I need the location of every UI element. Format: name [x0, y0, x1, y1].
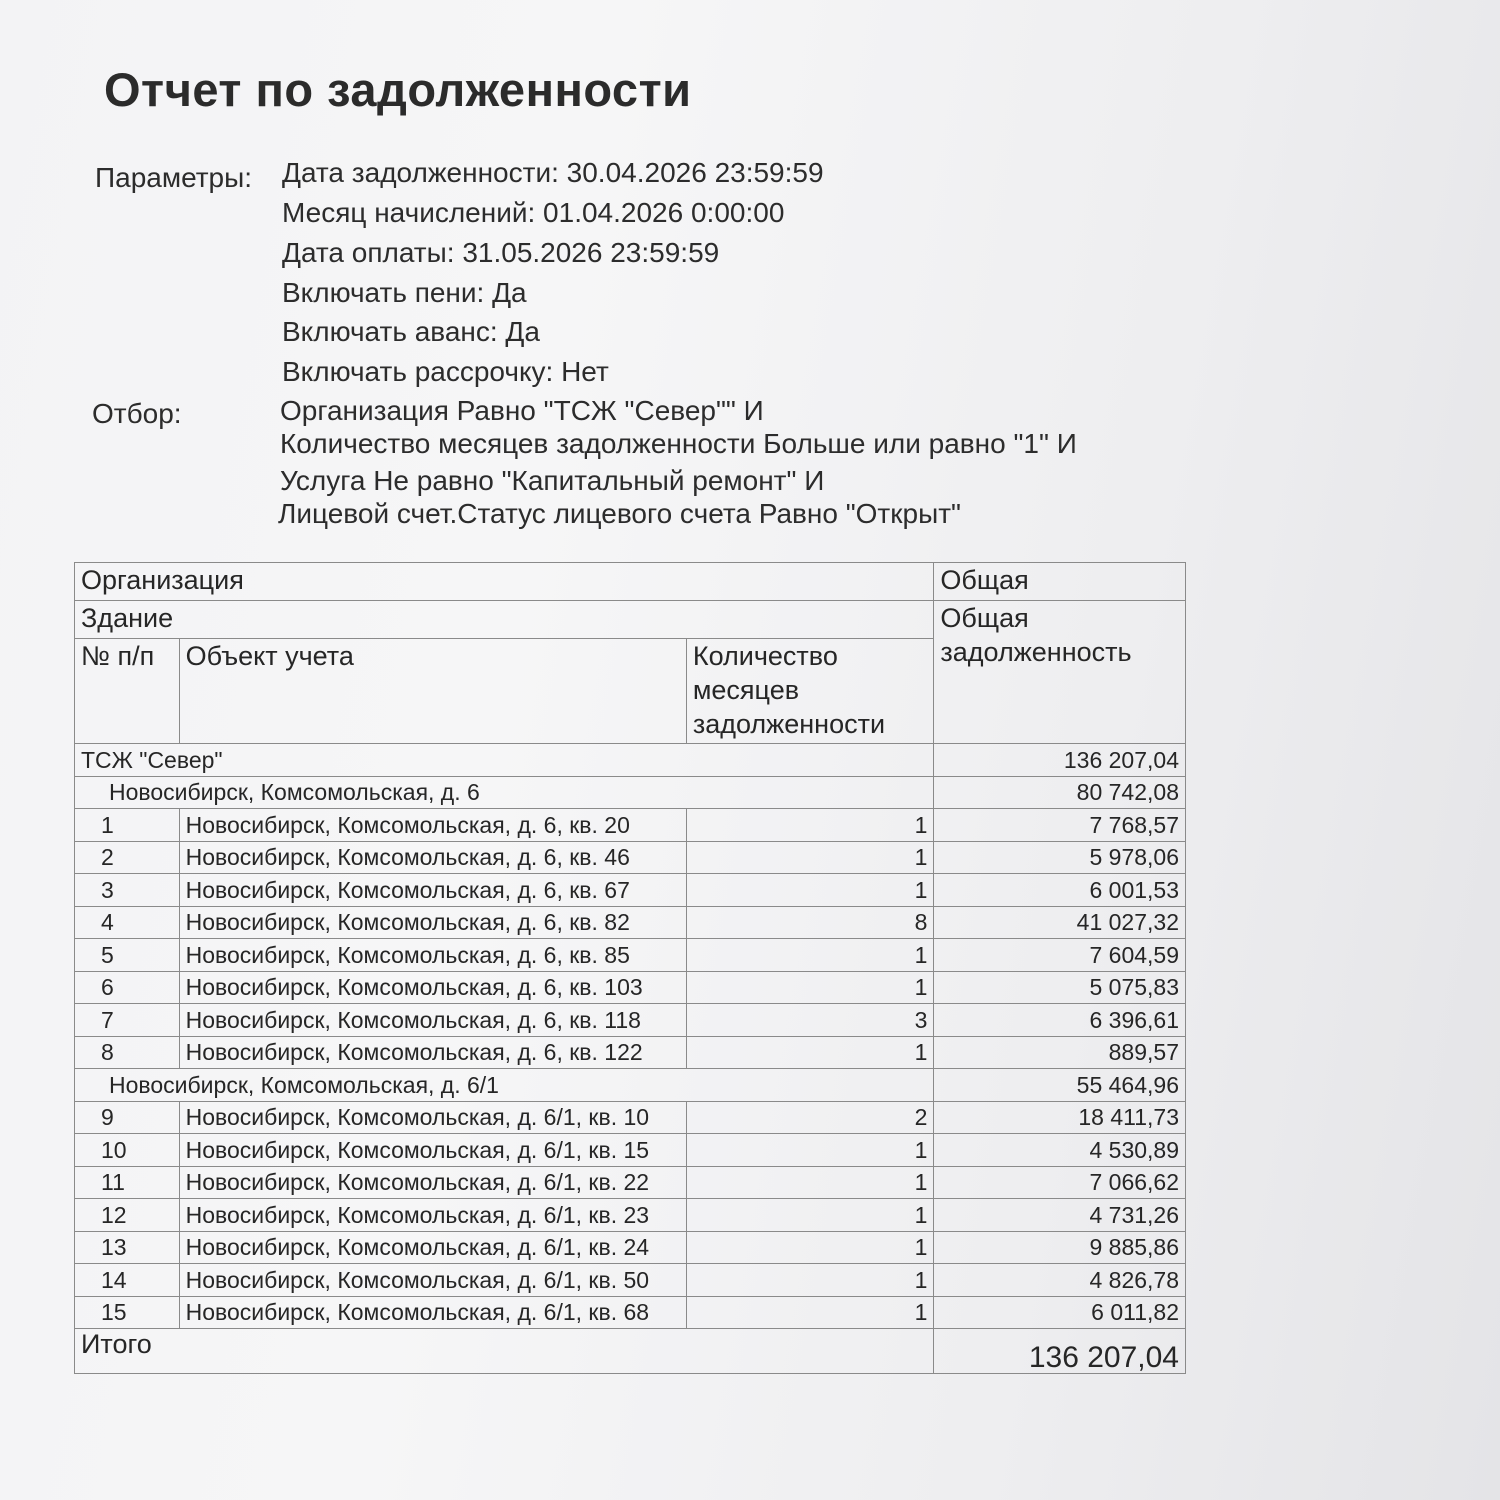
row-months: 1	[686, 1231, 934, 1264]
row-object: Новосибирск, Комсомольская, д. 6/1, кв. 22	[179, 1166, 686, 1199]
filter-line: Лицевой счет.Статус лицевого счета Равно "Открыт"	[278, 498, 961, 529]
row-months: 1	[686, 1036, 934, 1069]
header-total-debt: Общая задолженность	[934, 601, 1186, 744]
row-number: 6	[75, 971, 180, 1004]
building-name: Новосибирск, Комсомольская, д. 6	[75, 776, 934, 809]
parameter-line: Включать рассрочку: Нет	[282, 356, 609, 387]
row-months: 1	[686, 841, 934, 874]
organization-row	[75, 744, 1186, 777]
header-object: Объект учета	[179, 639, 686, 744]
row-months: 1	[686, 939, 934, 972]
row-object: Новосибирск, Комсомольская, д. 6/1, кв. 50	[179, 1264, 686, 1297]
table-row	[75, 1166, 1186, 1199]
row-object: Новосибирск, Комсомольская, д. 6, кв. 46	[179, 841, 686, 874]
row-object: Новосибирск, Комсомольская, д. 6, кв. 20	[179, 809, 686, 842]
row-months: 8	[686, 906, 934, 939]
table-row	[75, 906, 1186, 939]
filter-line: Услуга Не равно "Капитальный ремонт" И	[280, 465, 825, 496]
row-debt: 889,57	[934, 1036, 1186, 1069]
table-row	[75, 809, 1186, 842]
header-row-organization	[75, 563, 1186, 601]
row-number: 3	[75, 874, 180, 907]
header-months: Количество месяцев задолженности	[686, 639, 934, 744]
row-months: 1	[686, 1296, 934, 1329]
row-debt: 4 530,89	[934, 1134, 1186, 1167]
row-months: 2	[686, 1101, 934, 1134]
row-object: Новосибирск, Комсомольская, д. 6/1, кв. 10	[179, 1101, 686, 1134]
header-organization: Организация	[75, 563, 934, 601]
row-months: 1	[686, 971, 934, 1004]
row-months: 3	[686, 1004, 934, 1037]
building-row	[75, 776, 1186, 809]
row-months: 1	[686, 809, 934, 842]
row-debt: 5 075,83	[934, 971, 1186, 1004]
parameter-line: Месяц начислений: 01.04.2026 0:00:00	[282, 197, 785, 228]
row-object: Новосибирск, Комсомольская, д. 6/1, кв. 15	[179, 1134, 686, 1167]
row-debt: 6 011,82	[934, 1296, 1186, 1329]
row-number: 5	[75, 939, 180, 972]
row-months: 1	[686, 1166, 934, 1199]
header-building: Здание	[75, 601, 934, 639]
row-number: 9	[75, 1101, 180, 1134]
row-months: 1	[686, 1134, 934, 1167]
row-debt: 9 885,86	[934, 1231, 1186, 1264]
row-debt: 7 066,62	[934, 1166, 1186, 1199]
parameters-label: Параметры:	[95, 162, 253, 193]
row-months: 1	[686, 874, 934, 907]
filter-line: Организация Равно "ТСЖ "Север"" И	[280, 395, 764, 426]
row-months: 1	[686, 1199, 934, 1232]
row-object: Новосибирск, Комсомольская, д. 6/1, кв. 68	[179, 1296, 686, 1329]
grand-total-row	[75, 1329, 1186, 1374]
table-row	[75, 841, 1186, 874]
row-number: 8	[75, 1036, 180, 1069]
row-debt: 7 768,57	[934, 809, 1186, 842]
row-number: 10	[75, 1134, 180, 1167]
row-debt: 4 731,26	[934, 1199, 1186, 1232]
table-row	[75, 1296, 1186, 1329]
table-row	[75, 1231, 1186, 1264]
building-total: 55 464,96	[934, 1069, 1186, 1102]
header-number: № п/п	[75, 639, 180, 744]
row-debt: 41 027,32	[934, 906, 1186, 939]
table-row	[75, 1199, 1186, 1232]
table-row	[75, 939, 1186, 972]
parameter-line: Включать пени: Да	[282, 277, 527, 308]
table-row	[75, 1036, 1186, 1069]
report-title: Отчет по задолженности	[104, 63, 692, 116]
row-object: Новосибирск, Комсомольская, д. 6, кв. 67	[179, 874, 686, 907]
filter-line: Количество месяцев задолженности Больше или равно "1" И	[280, 428, 1077, 459]
row-months: 1	[686, 1264, 934, 1297]
table-row	[75, 971, 1186, 1004]
row-number: 14	[75, 1264, 180, 1297]
parameter-line: Дата задолженности: 30.04.2026 23:59:59	[282, 157, 824, 188]
row-number: 11	[75, 1166, 180, 1199]
row-object: Новосибирск, Комсомольская, д. 6, кв. 103	[179, 971, 686, 1004]
row-debt: 6 001,53	[934, 874, 1186, 907]
row-number: 15	[75, 1296, 180, 1329]
row-number: 12	[75, 1199, 180, 1232]
table-row	[75, 1134, 1186, 1167]
organization-total: 136 207,04	[934, 744, 1186, 777]
table-row	[75, 1264, 1186, 1297]
row-debt: 18 411,73	[934, 1101, 1186, 1134]
row-number: 4	[75, 906, 180, 939]
parameter-line: Дата оплаты: 31.05.2026 23:59:59	[282, 237, 720, 268]
row-object: Новосибирск, Комсомольская, д. 6, кв. 85	[179, 939, 686, 972]
table-row	[75, 1004, 1186, 1037]
row-debt: 5 978,06	[934, 841, 1186, 874]
organization-name: ТСЖ "Север"	[75, 744, 934, 777]
filter-label: Отбор:	[92, 398, 182, 429]
row-object: Новосибирск, Комсомольская, д. 6, кв. 122	[179, 1036, 686, 1069]
row-number: 1	[75, 809, 180, 842]
header-total-top: Общая	[934, 563, 1186, 601]
grand-total-label: Итого	[75, 1329, 934, 1374]
row-object: Новосибирск, Комсомольская, д. 6/1, кв. 23	[179, 1199, 686, 1232]
row-debt: 6 396,61	[934, 1004, 1186, 1037]
building-total: 80 742,08	[934, 776, 1186, 809]
debt-table	[74, 562, 1186, 1374]
header-row-building	[75, 601, 1186, 639]
table-row	[75, 1101, 1186, 1134]
building-name: Новосибирск, Комсомольская, д. 6/1	[75, 1069, 934, 1102]
grand-total-value: 136 207,04	[934, 1329, 1186, 1374]
row-number: 7	[75, 1004, 180, 1037]
parameter-line: Включать аванс: Да	[282, 316, 540, 347]
row-debt: 4 826,78	[934, 1264, 1186, 1297]
building-row	[75, 1069, 1186, 1102]
table-row	[75, 874, 1186, 907]
row-object: Новосибирск, Комсомольская, д. 6/1, кв. 24	[179, 1231, 686, 1264]
row-debt: 7 604,59	[934, 939, 1186, 972]
row-object: Новосибирск, Комсомольская, д. 6, кв. 82	[179, 906, 686, 939]
row-object: Новосибирск, Комсомольская, д. 6, кв. 118	[179, 1004, 686, 1037]
row-number: 2	[75, 841, 180, 874]
row-number: 13	[75, 1231, 180, 1264]
